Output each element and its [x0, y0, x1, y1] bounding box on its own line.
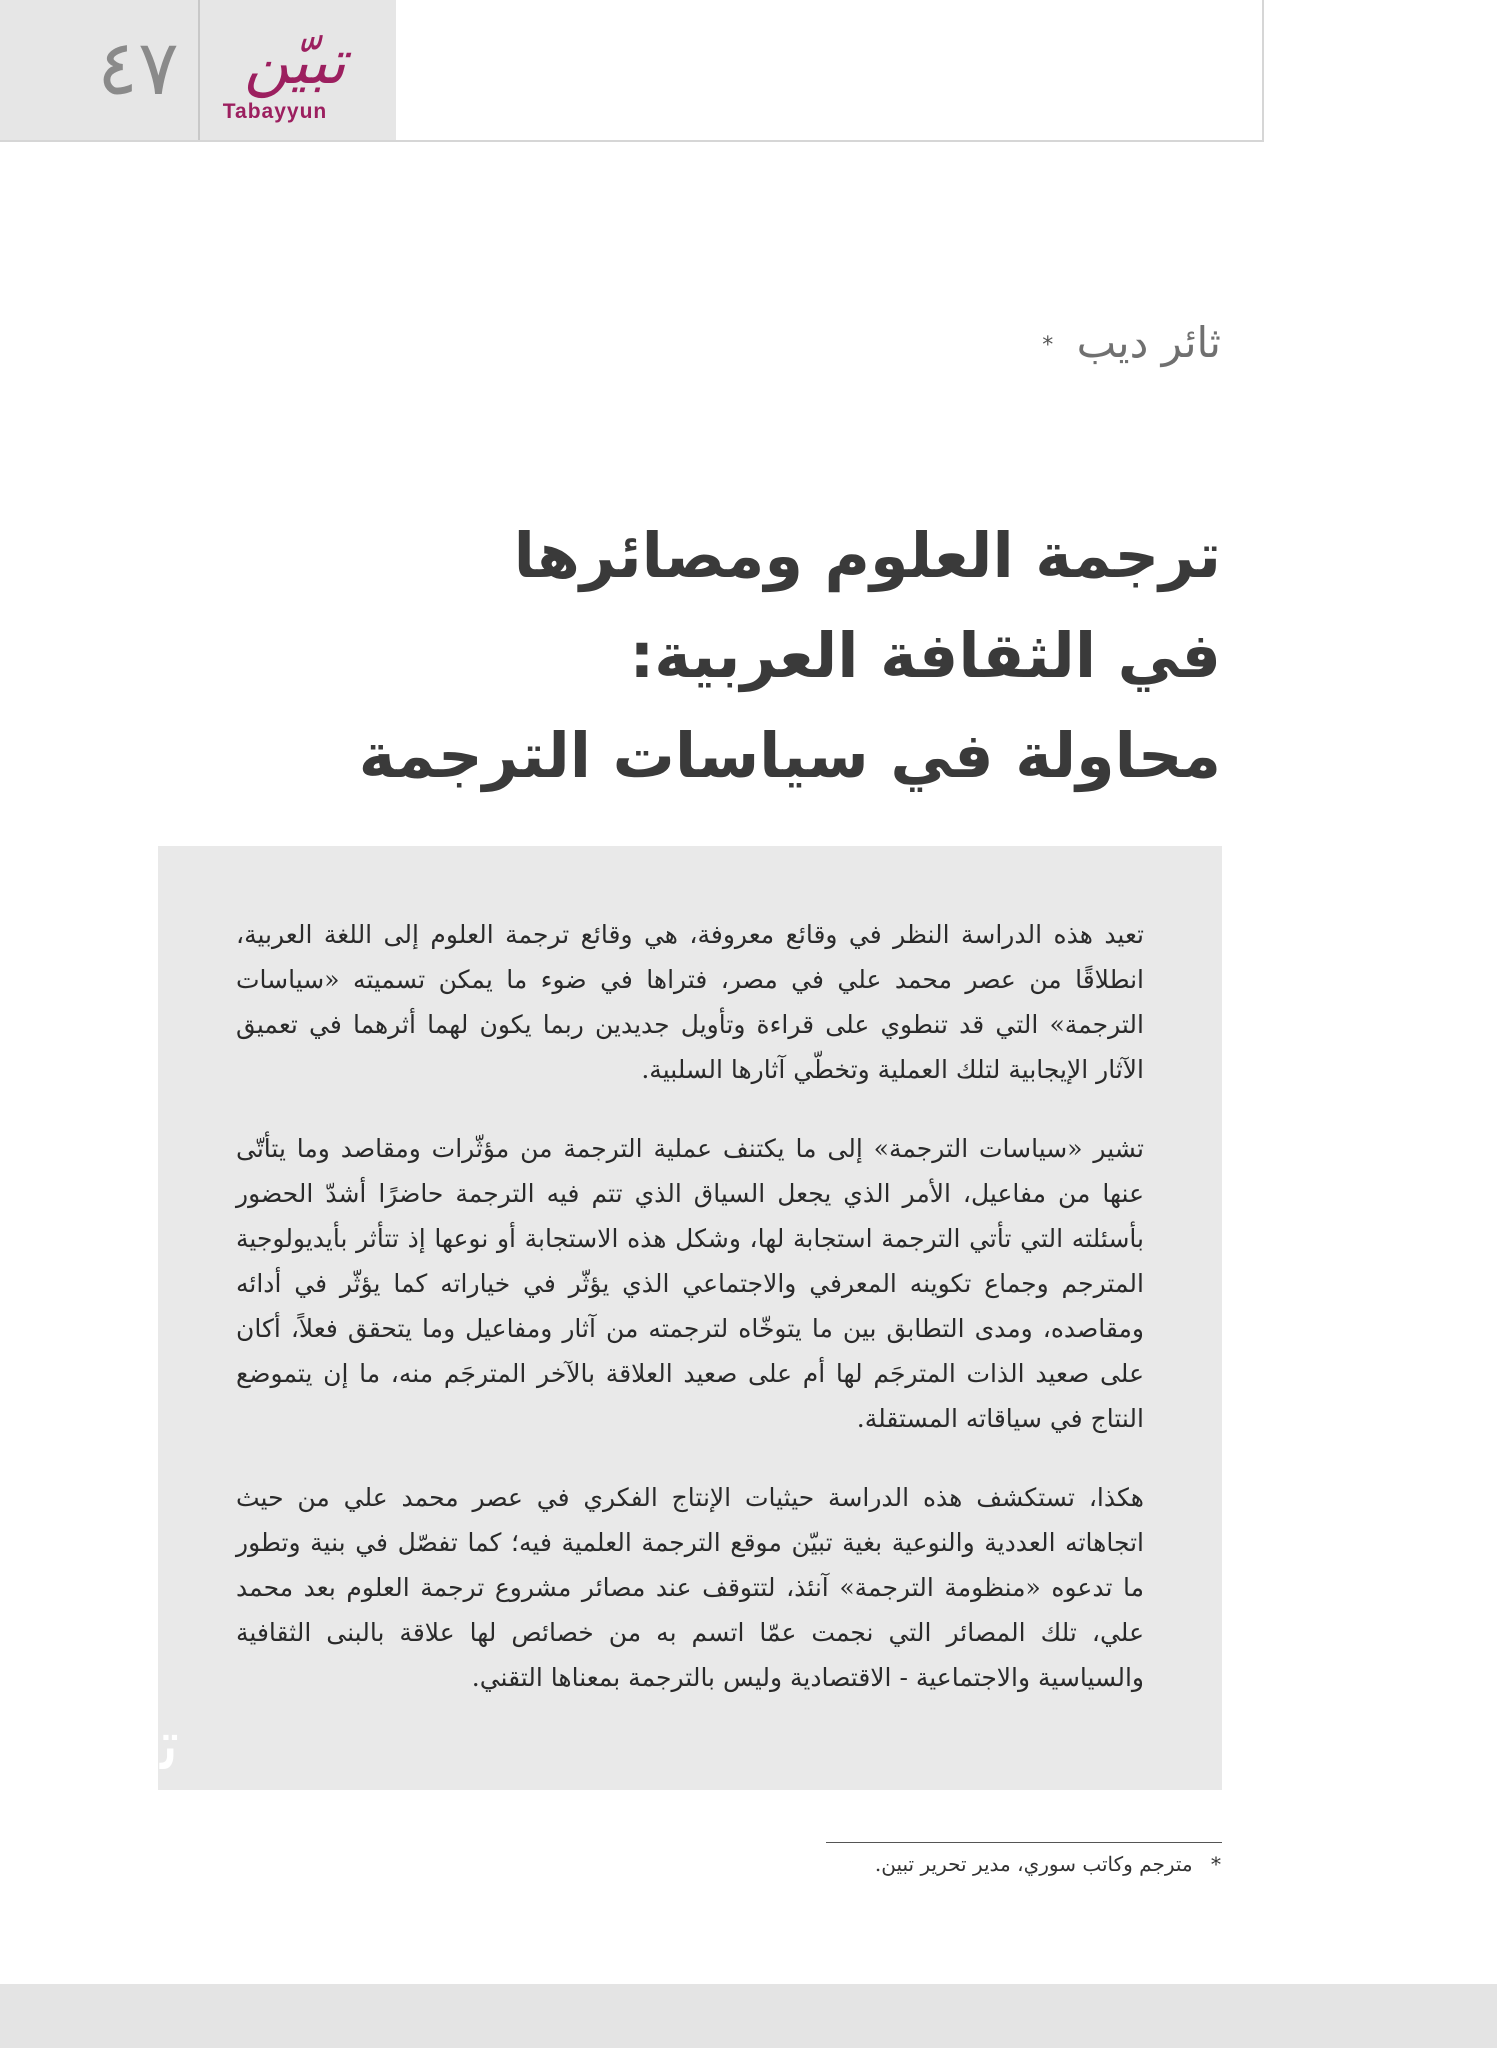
- watermark-logo: ﺗ: [160, 1704, 180, 1786]
- page-bottom-band: [0, 1984, 1497, 2048]
- title-line-3: محاولة في سياسات الترجمة: [358, 719, 1221, 792]
- abstract-paragraph-1: تعيد هذه الدراسة النظر في وقائع معروفة، هي وقائع ترجمة العلوم إلى اللغة العربية، انطلاقًا من عصر محمد علي في مصر، فتراها في ضوء ما يمكن تسميته «سياسات الترجمة» التي قد تنطوي على قراءة وتأويل جديدين ربما يكون لهما أثرهما في تعميق الآثار الإيجابية لتلك العملية وتخطّي آثارها السلبية.: [236, 920, 1144, 1084]
- author-name-text: ثائر ديب: [1076, 318, 1221, 367]
- journal-logo-latin: Tabayyun: [222, 100, 328, 123]
- footnote: [875, 1852, 1221, 1888]
- title-line-1: ترجمة العلوم ومصائرها: [513, 519, 1221, 592]
- author-name: [1042, 318, 1221, 378]
- abstract-paragraph-2: تشير «سياسات الترجمة» إلى ما يكتنف عملية الترجمة من مؤثّرات ومقاصد وما يتأتّى عنها من مفاعيل، الأمر الذي يجعل السياق الذي تتم فيه الترجمة حاضرًا أشدّ الحضور بأسئلته التي تأتي الترجمة استجابة لها، وشكل هذه الاستجابة أو نوعها إذ تتأثر بأيديولوجية المترجم وجماع تكوينه المعرفي والاجتماعي الذي يؤثّر في خياراته كما يؤثّر في أدائه ومقاصده، ومدى التطابق بين ما يتوخّاه لترجمته من آثار ومفاعيل وما يتحقق فعلاً، أكان على صعيد الذات المترجَم لها أم على صعيد العلاقة بالآخر المترجَم منه، ما إن يتموضع النتاج في سياقاته المستقلة.: [236, 1134, 1145, 1433]
- article-title: [321, 506, 1221, 806]
- abstract-paragraph-3: هكذا، تستكشف هذه الدراسة حيثيات الإنتاج الفكري في عصر محمد علي من حيث اتجاهاته العددية والنوعية بغية تبيّن موقع الترجمة العلمية فيه؛ كما تفصّل في بنية وتطور ما تدعوه «منظومة الترجمة» آنئذ، لتتوقف عند مصائر مشروع ترجمة العلوم بعد محمد علي، تلك المصائر التي نجمت عمّا اتسم به من خصائص لها علاقة بالبنى الثقافية والسياسية والاجتماعية - الاقتصادية وليس بالترجمة بمعناها التقني.: [236, 1483, 1144, 1692]
- header-logo-block: [0, 0, 396, 140]
- abstract-text: [236, 912, 1144, 1734]
- author-footnote-marker: *: [1042, 333, 1054, 358]
- title-line-2: في الثقافة العربية:: [629, 619, 1221, 692]
- footnote-rule: [826, 1842, 1222, 1843]
- journal-logo-arabic: تبيّن: [244, 25, 346, 98]
- footnote-text: مترجم وكاتب سوري، مدير تحرير تبين.: [874, 1852, 1193, 1876]
- footnote-marker: *: [1211, 1852, 1221, 1876]
- page-number: ٤٧: [97, 23, 179, 112]
